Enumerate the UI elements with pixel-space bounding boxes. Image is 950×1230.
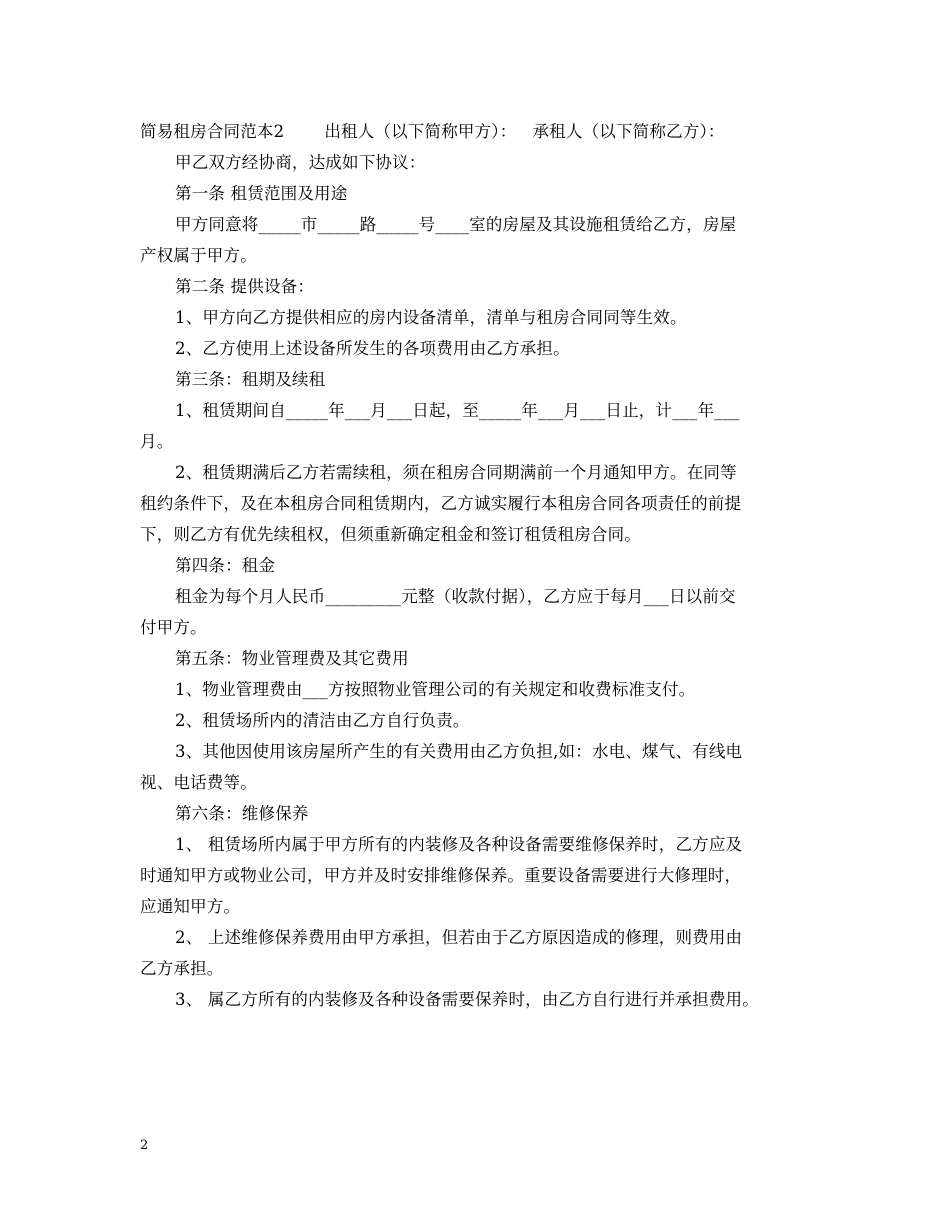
header-line	[140, 116, 820, 147]
text-line: 3、 属乙方所有的内装修及各种设备需要保养时，由乙方自行进行并承担费用。	[175, 990, 759, 1009]
text-line: 下，则乙方有优先续租权，但须重新确定租金和签订租赁租房合同。	[140, 525, 641, 544]
text-line: 第六条：维修保养	[175, 804, 309, 823]
text-line: 视、电话费等。	[140, 773, 257, 792]
text-line: 第一条 租赁范围及用途	[175, 184, 348, 203]
lessee-label: 承租人（以下简称乙方）：	[532, 122, 725, 141]
text-line: 时通知甲方或物业公司，甲方并及时安排维修保养。重要设备需要进行大修理时，	[140, 866, 742, 885]
text-line: 2、租赁场所内的清洁由乙方自行负责。	[175, 711, 470, 730]
text-line: 乙方承担。	[140, 959, 224, 978]
text-line: 3、其他因使用该房屋所产生的有关费用由乙方负担,如：水电、煤气、有线电	[175, 742, 743, 761]
text-line: 甲方同意将_____市_____路_____号____室的房屋及其设施租赁给乙方，房屋	[175, 215, 737, 234]
text-line: 第四条：租金	[175, 556, 276, 575]
lessor-label: 出租人（以下简称甲方）：	[324, 122, 517, 141]
text-line: 1、租赁期间自_____年___月___日起，至_____年___月___日止，计___年___	[175, 401, 740, 420]
contract-title: 简易租房合同范本2	[140, 122, 285, 141]
text-line: 第五条：物业管理费及其它费用	[175, 649, 409, 668]
text-line: 2、乙方使用上述设备所发生的各项费用由乙方承担。	[175, 339, 570, 358]
text-line: 1、甲方向乙方提供相应的房内设备清单，清单与租房合同同等生效。	[175, 308, 687, 327]
text-line: 应通知甲方。	[140, 897, 241, 916]
text-line: 1、 租赁场所内属于甲方所有的内装修及各种设备需要维修保养时，乙方应及	[175, 835, 743, 854]
text-line: 月。	[140, 432, 174, 451]
text-line: 甲乙双方经协商，达成如下协议：	[175, 153, 426, 172]
document-body	[140, 116, 820, 1015]
text-line: 租约条件下，及在本租房合同租赁期内，乙方诚实履行本租房合同各项责任的前提	[140, 494, 742, 513]
text-line: 租金为每个月人民币_________元整（收款付据），乙方应于每月___日以前交	[175, 587, 736, 606]
text-line: 2、租赁期满后乙方若需续租，须在租房合同期满前一个月通知甲方。在同等	[175, 463, 737, 482]
text-line: 2、 上述维修保养费用由甲方承担，但若由于乙方原因造成的修理，则费用由	[175, 928, 743, 947]
text-line: 第三条：租期及续租	[175, 370, 326, 389]
contract-paragraphs	[140, 147, 820, 1015]
text-line: 付甲方。	[140, 618, 207, 637]
text-line: 第二条 提供设备：	[175, 277, 315, 296]
text-line: 1、物业管理费由___方按照物业管理公司的有关规定和收费标准支付。	[175, 680, 696, 699]
text-line: 产权属于甲方。	[140, 246, 257, 265]
page-number: 2	[140, 1138, 149, 1153]
